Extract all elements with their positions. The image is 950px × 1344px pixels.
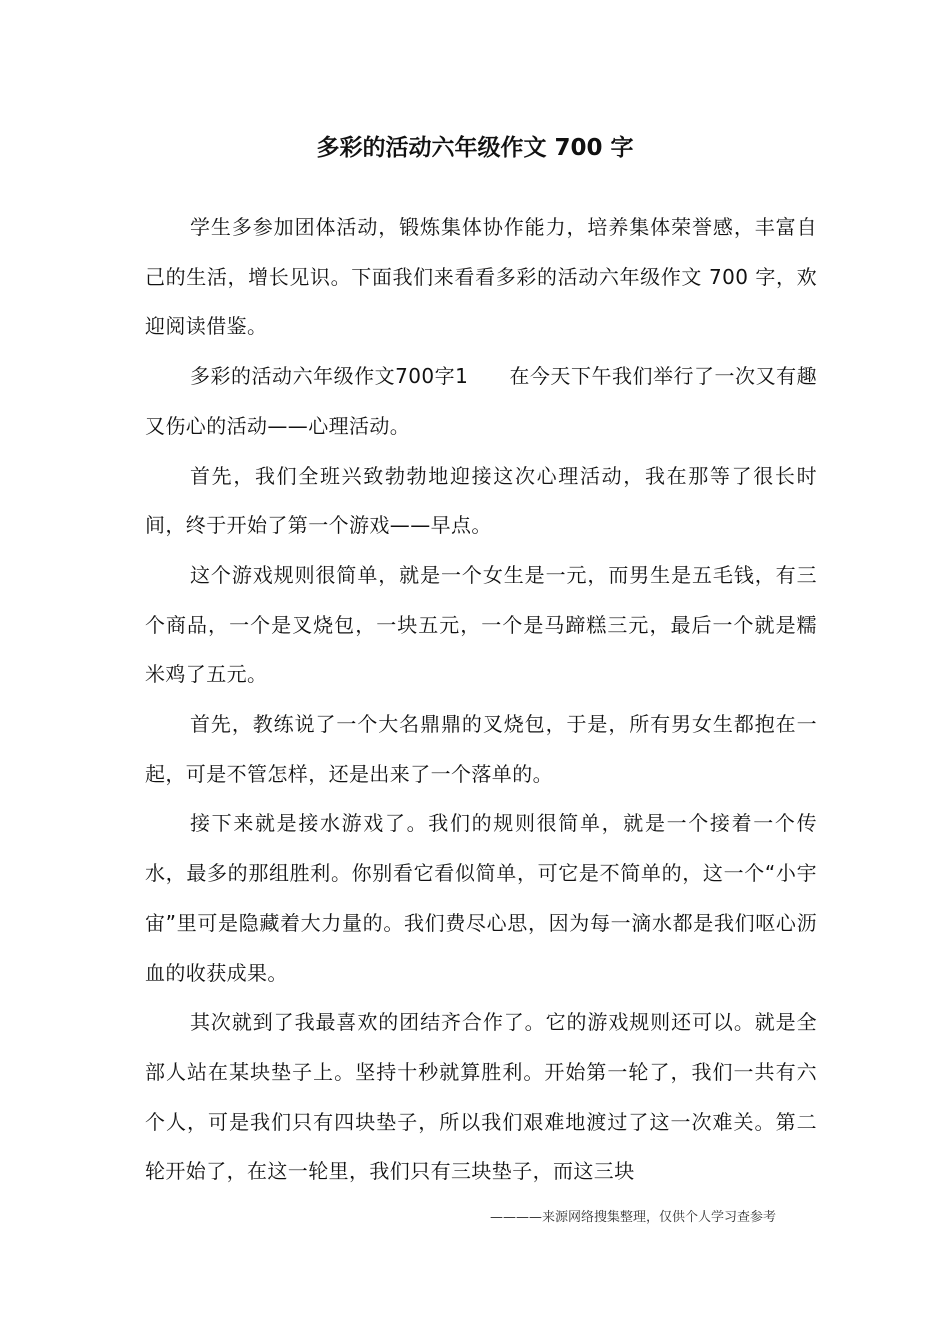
paragraph-intro: 学生多参加团体活动，锻炼集体协作能力，培养集体荣誉感，丰富自己的生活，增长见识。下面我们来看看多彩的活动六年级作文 700 字，欢迎阅读借鉴。 [145, 215, 817, 339]
source-footer-note: ————来源网络搜集整理，仅供个人学习查参考 [490, 1210, 777, 1225]
document-title: 多彩的活动六年级作文 700 字 [316, 135, 634, 161]
paragraph: 这个游戏规则很简单，就是一个女生是一元，而男生是五毛钱，有三个商品，一个是叉烧包，一块五元，一个是马蹄糕三元，最后一个就是糯米鸡了五元。 [145, 562, 817, 687]
paragraph: 其次就到了我最喜欢的团结齐合作了。它的游戏规则还可以。就是全部人站在某块垫子上。坚持十秒就算胜利。开始第一轮了，我们一共有六个人，可是我们只有四块垫子，所以我们艰难地渡过了这一次难关。第二轮开始了，在这一轮里，我们只有三块垫子，而这三块 [145, 1010, 817, 1184]
paragraph-heading-1: 多彩的活动六年级作文700字1 在今天下午我们举行了一次又有趣又伤心的活动——心理活动。 [145, 364, 817, 438]
paragraph: 首先，我们全班兴致勃勃地迎接这次心理活动，我在那等了很长时间，终于开始了第一个游戏——早点。 [145, 463, 817, 538]
document-body [145, 203, 817, 1197]
paragraph: 接下来就是接水游戏了。我们的规则很简单，就是一个接着一个传水，最多的那组胜利。你别看它看似简单，可它是不简单的，这一个“小宇宙”里可是隐藏着大力量的。我们费尽心思，因为每一滴水都是我们呕心沥血的收获成果。 [145, 811, 817, 985]
paragraph: 首先，教练说了一个大名鼎鼎的叉烧包，于是，所有男女生都抱在一起，可是不管怎样，还是出来了一个落单的。 [145, 712, 817, 786]
